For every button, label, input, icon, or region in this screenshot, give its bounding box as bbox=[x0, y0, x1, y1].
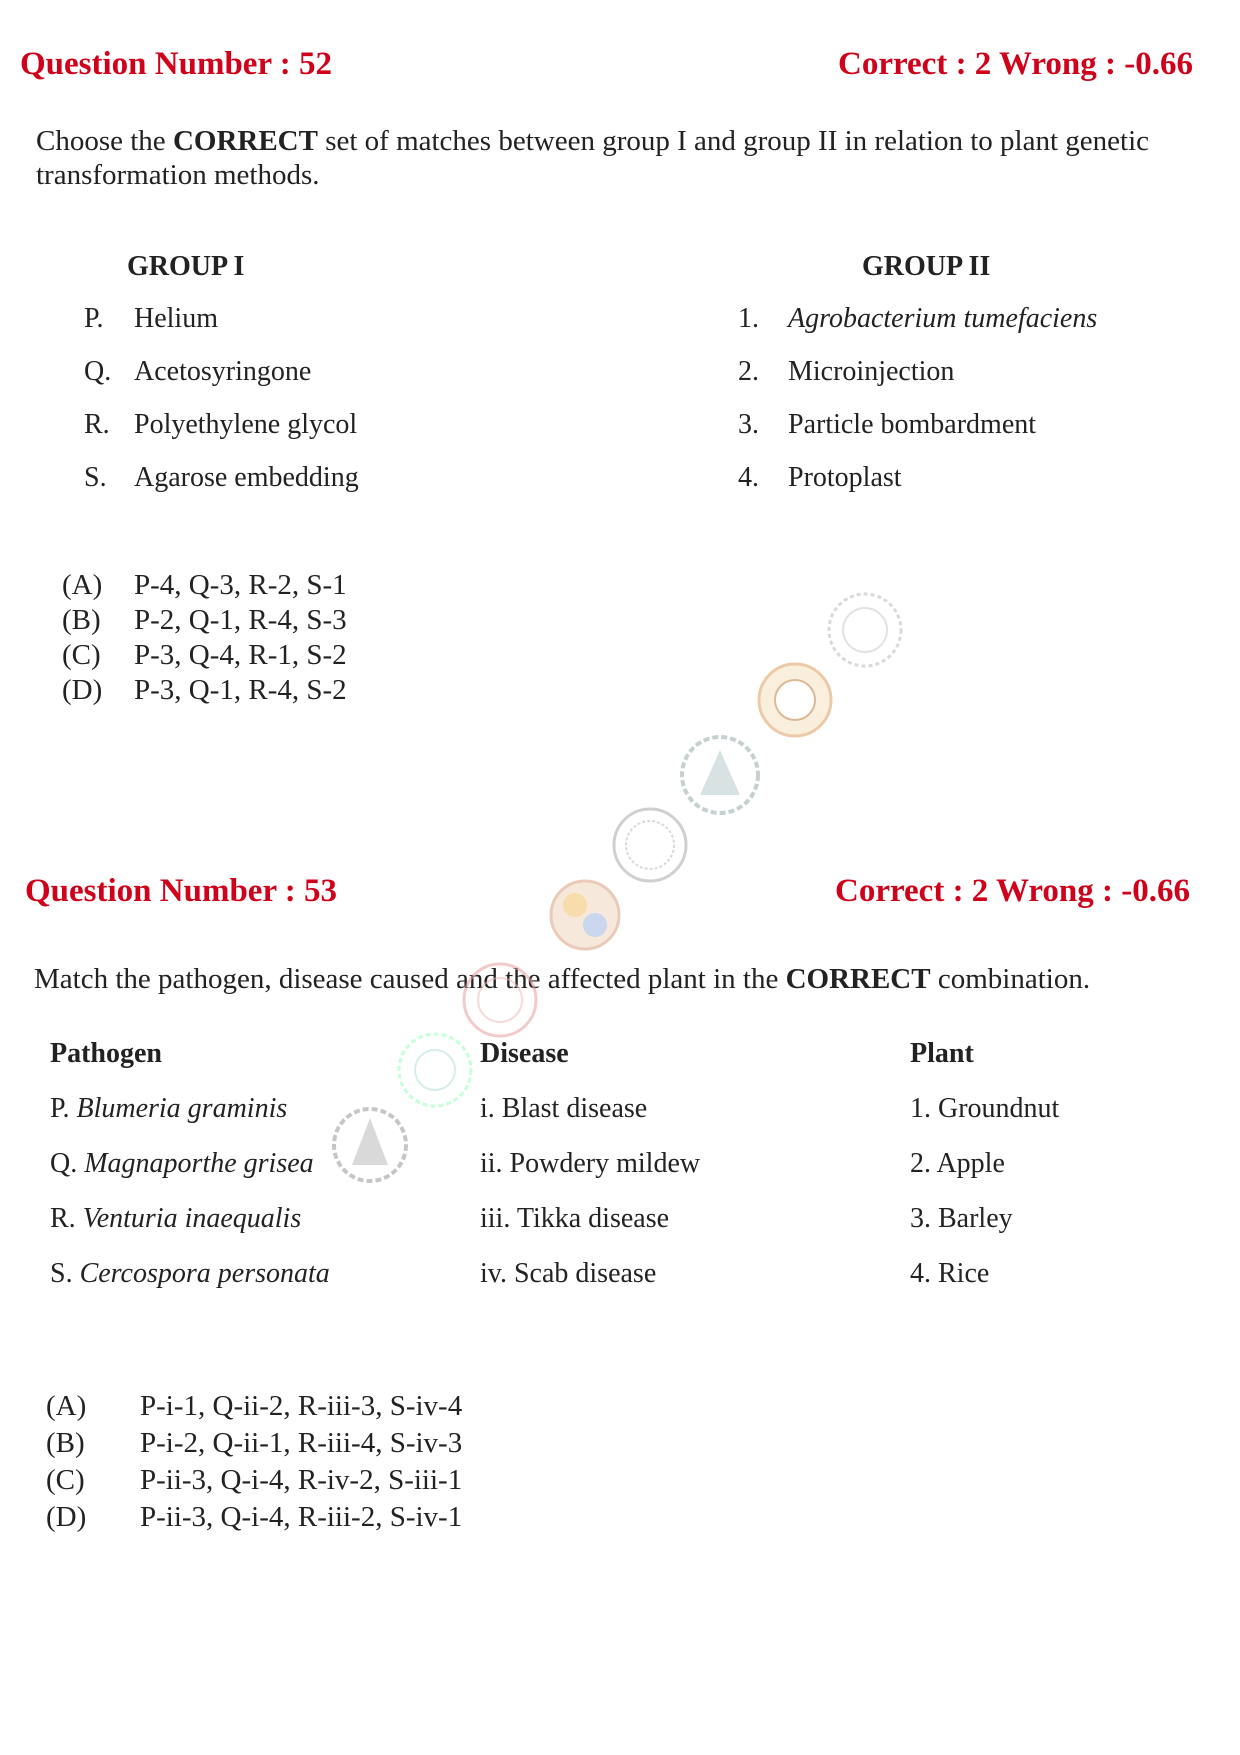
q52-group2-item: 4. Protoplast bbox=[738, 462, 902, 493]
q52-options bbox=[62, 568, 347, 708]
seal-icon bbox=[682, 737, 758, 813]
q52-option-a[interactable]: (A) P-4, Q-3, R-2, S-1 bbox=[62, 569, 347, 601]
q53-pathogen-item: P. Blumeria graminis bbox=[50, 1093, 288, 1124]
q52-group1-heading: GROUP I bbox=[127, 251, 245, 282]
watermark-seals bbox=[330, 590, 910, 1190]
seal-icon bbox=[399, 1034, 471, 1106]
q52-option-b[interactable]: (B) P-2, Q-1, R-4, S-3 bbox=[62, 604, 347, 636]
q53-disease-item: ii. Powdery mildew bbox=[480, 1148, 701, 1179]
q53-option-d[interactable]: (D) P-ii-3, Q-i-4, R-iii-2, S-iv-1 bbox=[46, 1501, 463, 1533]
q52-group2-item: 2. Microinjection bbox=[738, 356, 955, 387]
q52-group2-item: 3. Particle bombardment bbox=[738, 409, 1037, 440]
q53-plant-heading: Plant bbox=[910, 1038, 974, 1069]
seal-icon bbox=[759, 664, 831, 736]
seal-icon bbox=[614, 809, 686, 881]
q52-group1-item: R. Polyethylene glycol bbox=[84, 409, 358, 440]
q52-group1-item: Q. Acetosyringone bbox=[84, 356, 312, 387]
q53-pathogen-heading: Pathogen bbox=[50, 1038, 162, 1069]
seal-icon bbox=[334, 1109, 406, 1181]
seal-icon bbox=[464, 964, 536, 1036]
q52-group2-heading: GROUP II bbox=[862, 251, 991, 282]
q52-option-c[interactable]: (C) P-3, Q-4, R-1, S-2 bbox=[62, 639, 347, 671]
q53-disease-item: iv. Scab disease bbox=[480, 1258, 657, 1289]
q52-marks: Correct : 2 Wrong : -0.66 bbox=[838, 46, 1193, 82]
q53-options bbox=[46, 1388, 462, 1536]
q52-stem: Choose the CORRECT set of matches between group I and group II in relation to plant genetic transformation methods. bbox=[36, 125, 1150, 191]
seal-icon bbox=[551, 881, 619, 949]
q53-option-c[interactable]: (C) P-ii-3, Q-i-4, R-iv-2, S-iii-1 bbox=[46, 1464, 463, 1496]
q53-plant-item: 4. Rice bbox=[910, 1258, 990, 1289]
q53-marks: Correct : 2 Wrong : -0.66 bbox=[835, 873, 1190, 909]
q53-pathogen-item: R. Venturia inaequalis bbox=[50, 1203, 302, 1234]
seal-icon bbox=[829, 594, 901, 666]
q53-option-a[interactable]: (A) P-i-1, Q-ii-2, R-iii-3, S-iv-4 bbox=[46, 1390, 463, 1422]
q53-disease-heading: Disease bbox=[480, 1038, 569, 1069]
q52-group1-item: P. Helium bbox=[84, 303, 218, 334]
q53-disease-item: iii. Tikka disease bbox=[480, 1203, 670, 1234]
q52-title: Question Number : 52 bbox=[20, 46, 332, 82]
q52-group2-item: 1. Agrobacterium tumefaciens bbox=[738, 303, 1098, 334]
q52-option-d[interactable]: (D) P-3, Q-1, R-4, S-2 bbox=[62, 674, 347, 706]
q53-stem: Match the pathogen, disease caused and the affected plant in the CORRECT combination. bbox=[34, 963, 1091, 995]
q53-plant-item: 1. Groundnut bbox=[910, 1093, 1060, 1124]
q53-pathogen-item: S. Cercospora personata bbox=[50, 1258, 330, 1289]
q52-group1-item: S. Agarose embedding bbox=[84, 462, 359, 493]
q53-plant-item: 3. Barley bbox=[910, 1203, 1013, 1234]
q53-option-b[interactable]: (B) P-i-2, Q-ii-1, R-iii-4, S-iv-3 bbox=[46, 1427, 463, 1459]
q53-disease-item: i. Blast disease bbox=[480, 1093, 648, 1124]
q53-plant-item: 2. Apple bbox=[910, 1148, 1005, 1179]
q53-pathogen-item: Q. Magnaporthe grisea bbox=[50, 1148, 314, 1179]
q53-title: Question Number : 53 bbox=[25, 873, 337, 909]
